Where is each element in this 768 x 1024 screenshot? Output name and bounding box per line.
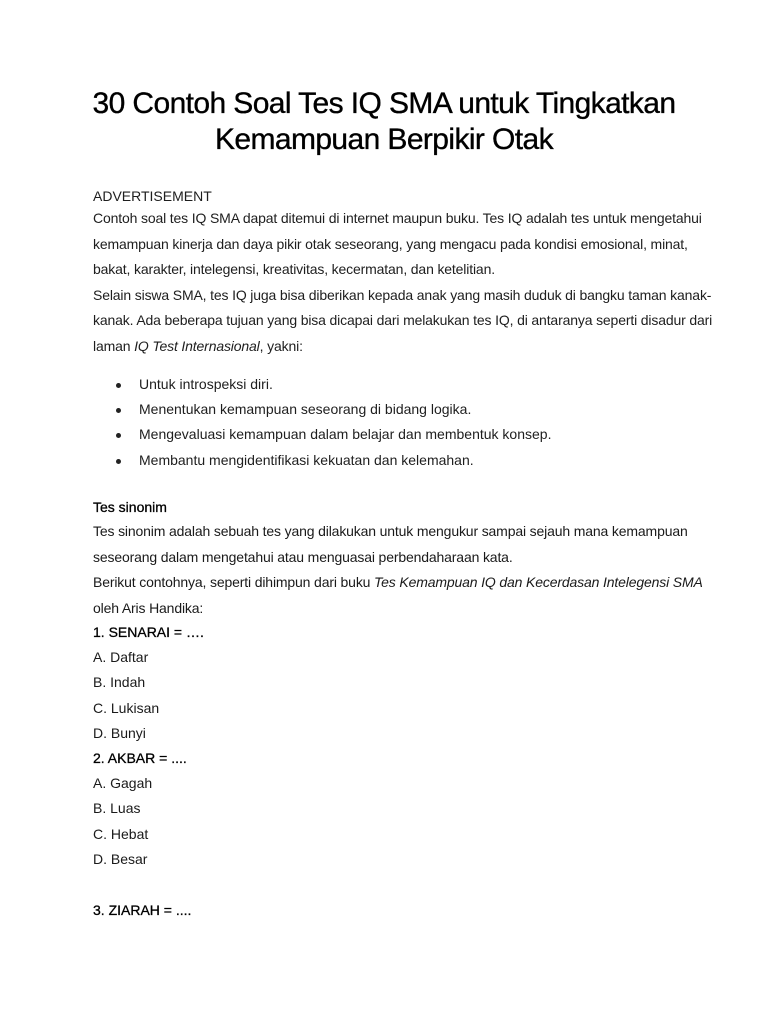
question-text: 2. AKBAR = .... bbox=[93, 750, 187, 766]
intro-line: kemampuan kinerja dan daya pikir otak seseorang, yang mengacu pada kondisi emosional, minat, bbox=[93, 235, 688, 252]
answer-option: D. Bunyi bbox=[93, 724, 146, 741]
intro-line: bakat, karakter, intelegensi, kreativitas, kecermatan, dan ketelitian. bbox=[93, 261, 495, 278]
source-title: IQ Test Internasional bbox=[134, 337, 260, 354]
list-item: Menentukan kemampuan seseorang di bidang logika. bbox=[93, 397, 683, 422]
intro-line: Contoh soal tes IQ SMA dapat ditemui di internet maupun buku. Tes IQ adalah tes untuk mengetahui bbox=[93, 210, 702, 226]
answer-option: C. Hebat bbox=[93, 825, 149, 842]
paragraph-line: Tes sinonim adalah sebuah tes yang dilakukan untuk mengukur sampai sejauh mana kemampuan bbox=[93, 523, 688, 539]
question-text: 1. SENARAI = …. bbox=[93, 624, 204, 640]
title-line-2: Kemampuan Berpikir Otak bbox=[214, 123, 553, 156]
intro-text: laman bbox=[93, 337, 135, 354]
answer-option: B. Indah bbox=[93, 674, 146, 691]
title-line-1: 30 Contoh Soal Tes IQ SMA untuk Tingkatkan bbox=[92, 87, 676, 120]
answer-option: A. Daftar bbox=[93, 649, 149, 665]
question-1 bbox=[93, 620, 693, 746]
list-item: Mengevaluasi kemampuan dalam belajar dan membentuk konsep. bbox=[93, 422, 683, 447]
advertisement-label: ADVERTISEMENT bbox=[93, 188, 212, 204]
paragraph-text: Berikut contohnya, seperti dihimpun dari buku bbox=[93, 574, 375, 591]
section-heading: Tes sinonim bbox=[93, 499, 167, 515]
answer-option: C. Lukisan bbox=[93, 699, 160, 716]
intro-line: kanak. Ada beberapa tujuan yang bisa dicapai dari melakukan tes IQ, di antaranya seperti disadur dari bbox=[93, 312, 713, 329]
question-text: 3. ZIARAH = .... bbox=[93, 902, 192, 918]
question-2 bbox=[93, 746, 693, 872]
intro-line bbox=[93, 334, 683, 360]
page-title bbox=[60, 86, 708, 158]
paragraph-line: seseorang dalam mengetahui atau menguasai perbendaharaan kata. bbox=[93, 548, 513, 565]
goals-list bbox=[93, 372, 683, 474]
synonym-section bbox=[93, 495, 703, 621]
answer-option: A. Gagah bbox=[93, 775, 153, 791]
book-title: Tes Kemampuan IQ dan Kecerdasan Intelegensi SMA bbox=[374, 574, 703, 591]
list-item: Untuk introspeksi diri. bbox=[93, 372, 683, 397]
intro-section bbox=[93, 186, 713, 468]
question-3 bbox=[93, 898, 693, 923]
answer-option: D. Besar bbox=[93, 850, 148, 867]
intro-text: , yakni: bbox=[259, 337, 303, 354]
paragraph-line bbox=[93, 570, 703, 596]
intro-line: Selain siswa SMA, tes IQ juga bisa diberikan kepada anak yang masih duduk di bangku taman kanak- bbox=[93, 286, 712, 303]
paragraph-line: oleh Aris Handika: bbox=[93, 599, 204, 616]
list-item: Membantu mengidentifikasi kekuatan dan kelemahan. bbox=[93, 448, 683, 473]
answer-option: B. Luas bbox=[93, 800, 141, 817]
